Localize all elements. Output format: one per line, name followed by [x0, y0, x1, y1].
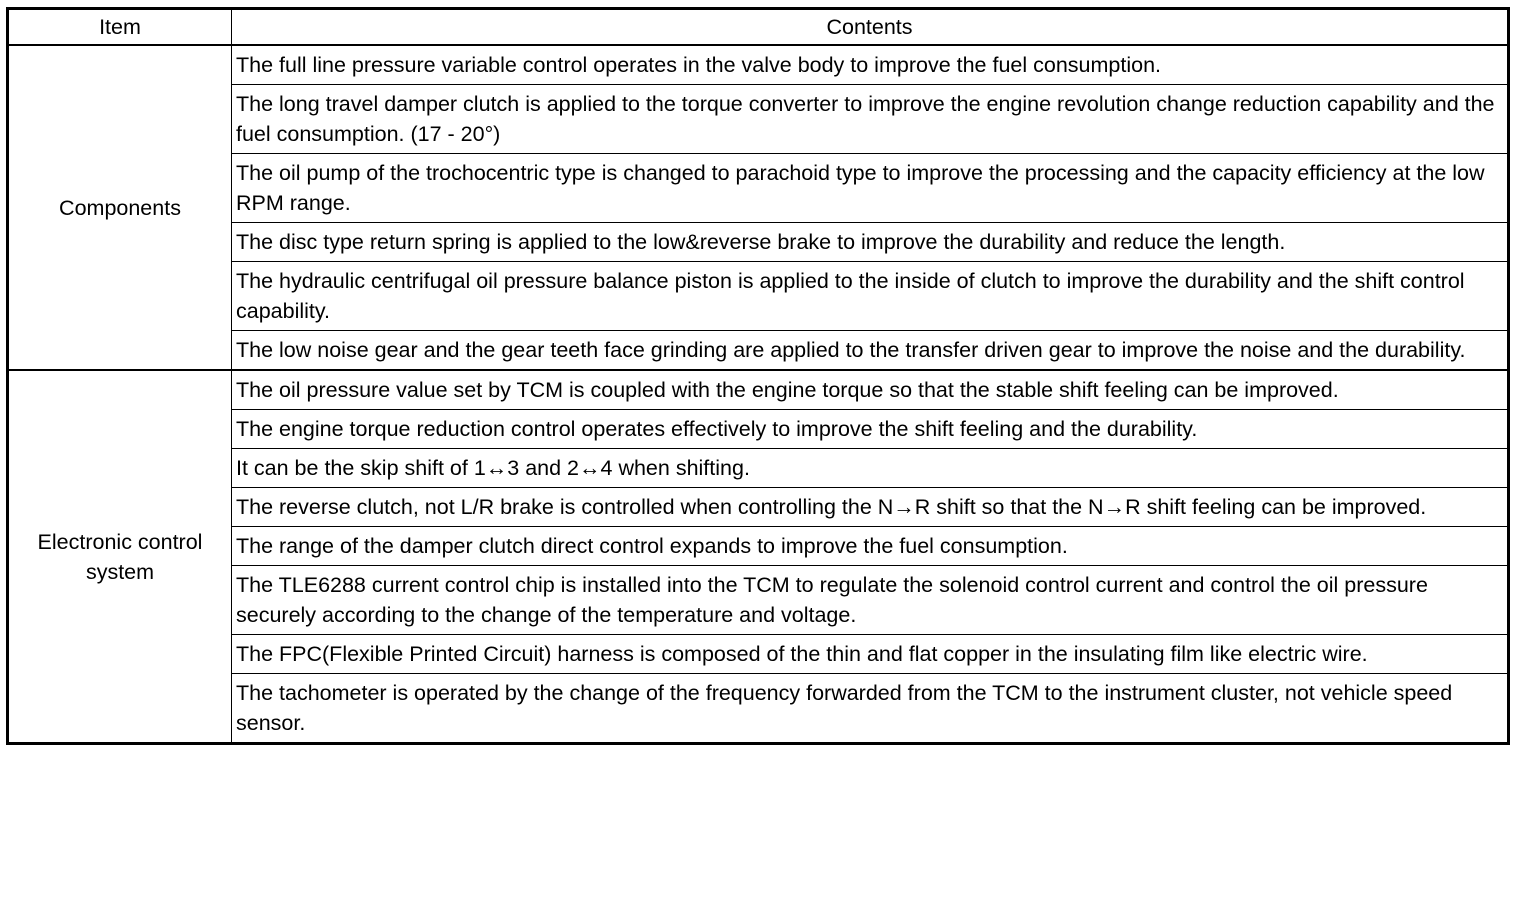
content-cell: The long travel damper clutch is applied to the torque converter to improve the engine revolution change reduction capability and the fuel consumption. (17 - 20°)	[232, 85, 1509, 154]
table-row	[8, 527, 1509, 566]
content-cell: The range of the damper clutch direct control expands to improve the fuel consumption.	[232, 527, 1509, 566]
table-row	[8, 331, 1509, 371]
spec-table	[6, 7, 1510, 745]
content-cell: The oil pump of the trochocentric type is changed to parachoid type to improve the processing and the capacity efficiency at the low RPM range.	[232, 154, 1509, 223]
content-cell: The hydraulic centrifugal oil pressure balance piston is applied to the inside of clutch to improve the durability and the shift control capability.	[232, 262, 1509, 331]
table-row	[8, 370, 1509, 410]
table-row	[8, 410, 1509, 449]
content-cell: The reverse clutch, not L/R brake is controlled when controlling the N→R shift so that the N→R shift feeling can be improved.	[232, 488, 1509, 527]
table-row	[8, 449, 1509, 488]
content-cell: The TLE6288 current control chip is installed into the TCM to regulate the solenoid control current and control the oil pressure securely according to the change of the temperature and voltage.	[232, 566, 1509, 635]
content-cell: The disc type return spring is applied to the low&reverse brake to improve the durability and reduce the length.	[232, 223, 1509, 262]
column-header-item: Item	[8, 9, 232, 46]
table-row	[8, 223, 1509, 262]
table-row	[8, 488, 1509, 527]
header-row	[8, 9, 1509, 46]
content-cell: The tachometer is operated by the change of the frequency forwarded from the TCM to the instrument cluster, not vehicle speed sensor.	[232, 674, 1509, 744]
table-row	[8, 85, 1509, 154]
group-label-components: Components	[8, 45, 232, 370]
table-row	[8, 674, 1509, 744]
content-cell: The low noise gear and the gear teeth face grinding are applied to the transfer driven gear to improve the noise and the durability.	[232, 331, 1509, 371]
table-row	[8, 262, 1509, 331]
content-cell: The oil pressure value set by TCM is coupled with the engine torque so that the stable shift feeling can be improved.	[232, 370, 1509, 410]
content-cell: It can be the skip shift of 1↔3 and 2↔4 when shifting.	[232, 449, 1509, 488]
table-row	[8, 45, 1509, 85]
content-cell: The engine torque reduction control operates effectively to improve the shift feeling and the durability.	[232, 410, 1509, 449]
table-row	[8, 635, 1509, 674]
content-cell: The FPC(Flexible Printed Circuit) harness is composed of the thin and flat copper in the insulating film like electric wire.	[232, 635, 1509, 674]
table-row	[8, 566, 1509, 635]
group-label-electronic-control-system: Electronic control system	[8, 370, 232, 744]
table-row	[8, 154, 1509, 223]
column-header-contents: Contents	[232, 9, 1509, 46]
content-cell: The full line pressure variable control operates in the valve body to improve the fuel consumption.	[232, 45, 1509, 85]
